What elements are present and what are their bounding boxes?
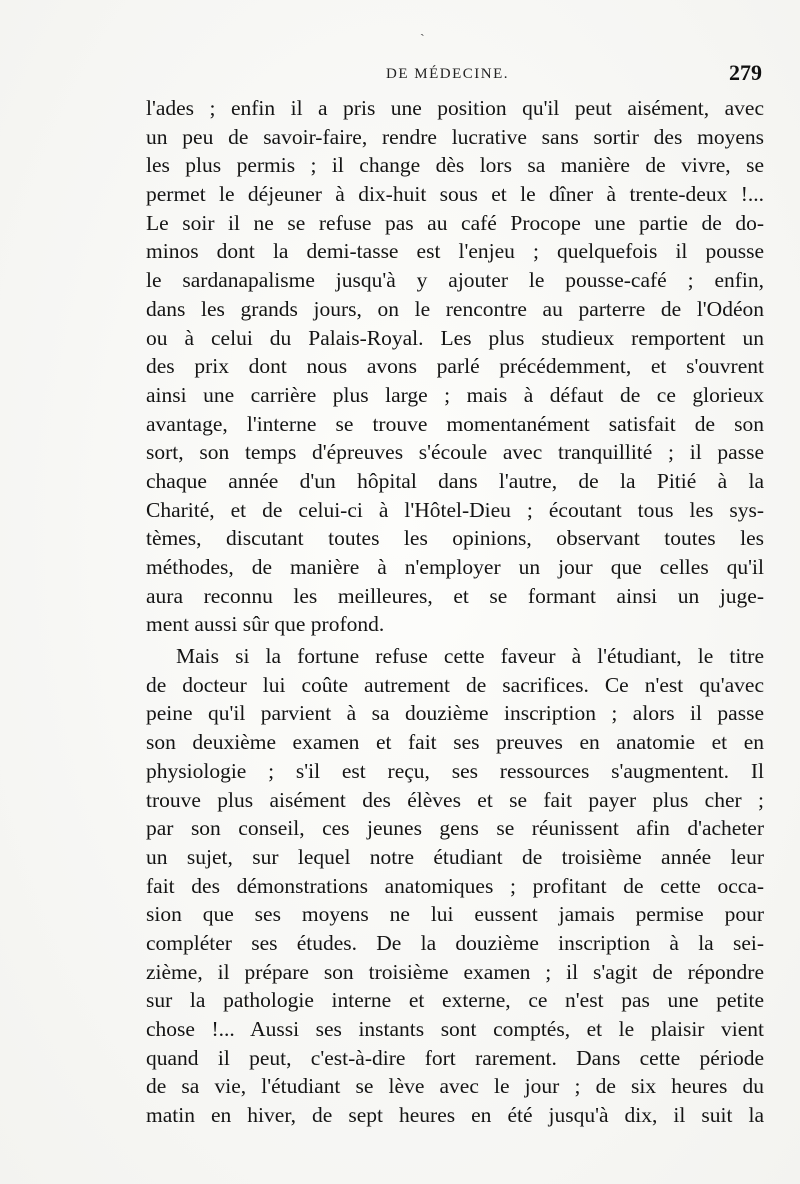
text-line: avantage, l'interne se trouve momentanément satisfait de son bbox=[146, 411, 764, 436]
text-line: son deuxième examen et fait ses preuves en anatomie et en bbox=[146, 730, 764, 755]
text-line: peine qu'il parvient à sa douzième inscription ; alors il passe bbox=[146, 701, 764, 726]
text-line: de docteur lui coûte autrement de sacrifices. Ce n'est qu'avec bbox=[146, 672, 764, 697]
text-line: trouve plus aisément des élèves et se fait payer plus cher ; bbox=[146, 787, 764, 812]
text-line: compléter ses études. De la douzième inscription à la sei- bbox=[146, 930, 764, 955]
text-line: chose !... Aussi ses instants sont comptés, et le plaisir vient bbox=[146, 1017, 764, 1041]
paragraph bbox=[146, 94, 764, 639]
running-title: DE MÉDECINE. bbox=[386, 66, 509, 82]
text-line: par son conseil, ces jeunes gens se réunissent afin d'acheter bbox=[146, 816, 764, 841]
text-line: Mais si la fortune refuse cette faveur à l'étudiant, le titre bbox=[176, 644, 764, 669]
text-line: Le soir il ne se refuse pas au café Procope une partie de do- bbox=[146, 210, 764, 235]
text-line: minos dont la demi-tasse est l'enjeu ; quelquefois il pousse bbox=[146, 239, 764, 264]
text-line: un sujet, sur lequel notre étudiant de troisième année leur bbox=[146, 844, 764, 869]
text-line: sort, son temps d'épreuves s'écoule avec tranquillité ; il passe bbox=[146, 440, 764, 465]
text-line: physiologie ; s'il est reçu, ses ressources s'augmentent. Il bbox=[146, 758, 764, 783]
text-line: dans les grands jours, on le rencontre au parterre de l'Odéon bbox=[146, 296, 764, 321]
text-line: ainsi une carrière plus large ; mais à défaut de ce glorieux bbox=[146, 382, 764, 407]
text-line: un peu de savoir-faire, rendre lucrative sans sortir des moyens bbox=[146, 124, 764, 149]
text-line: méthodes, de manière à n'employer un jour que celles qu'il bbox=[146, 555, 764, 579]
page-header bbox=[146, 60, 762, 90]
text-line: fait des démonstrations anatomiques ; profitant de cette occa- bbox=[146, 873, 764, 898]
text-line: ou à celui du Palais-Royal. Les plus studieux remportent un bbox=[146, 325, 764, 350]
text-line: sur la pathologie interne et externe, ce n'est pas une petite bbox=[146, 988, 764, 1013]
text-line: les plus permis ; il change dès lors sa manière de vivre, se bbox=[146, 153, 764, 178]
text-line: l'ades ; enfin il a pris une position qu'il peut aisément, avec bbox=[146, 96, 764, 120]
text-line: de sa vie, l'étudiant se lève avec le jour ; de six heures du bbox=[146, 1074, 764, 1099]
text-line: tèmes, discutant toutes les opinions, observant toutes les bbox=[146, 526, 764, 551]
text-line: permet le déjeuner à dix-huit sous et le dîner à trente-deux !... bbox=[146, 182, 764, 207]
paragraph bbox=[146, 642, 764, 1130]
text-line: des prix dont nous avons parlé précédemment, et s'ouvrent bbox=[146, 354, 764, 379]
text-line: quand il peut, c'est-à-dire fort rarement. Dans cette période bbox=[146, 1045, 764, 1070]
page-number: 279 bbox=[729, 60, 762, 85]
text-line: sion que ses moyens ne lui eussent jamais permise pour bbox=[146, 902, 764, 927]
text-line: Charité, et de celui-ci à l'Hôtel-Dieu ; écoutant tous les sys- bbox=[146, 497, 764, 522]
ink-speck: ˎ bbox=[420, 21, 425, 37]
text-line: ment aussi sûr que profond. bbox=[146, 612, 385, 637]
text-line: matin en hiver, de sept heures en été jusqu'à dix, il suit la bbox=[146, 1103, 764, 1128]
text-line: le sardanapalisme jusqu'à y ajouter le pousse-café ; enfin, bbox=[146, 268, 764, 293]
text-line: zième, il prépare son troisième examen ; il s'agit de répondre bbox=[146, 959, 764, 984]
body-text bbox=[146, 94, 764, 1130]
text-line: aura reconnu les meilleures, et se formant ainsi un juge- bbox=[146, 583, 764, 608]
text-line: chaque année d'un hôpital dans l'autre, de la Pitié à la bbox=[146, 468, 764, 493]
